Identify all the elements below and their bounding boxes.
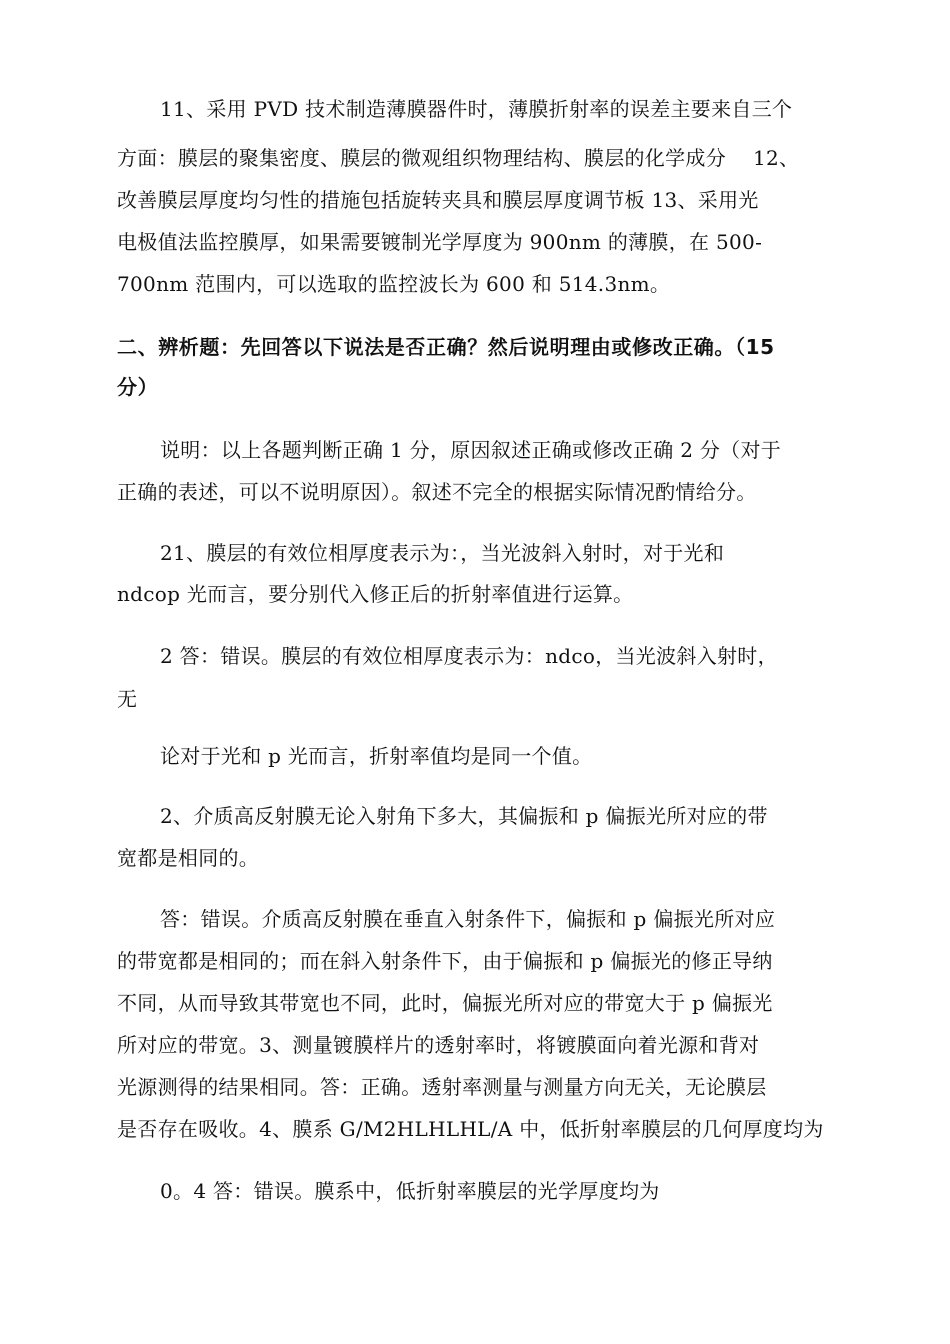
answer-line: 论对于光和 p 光而言，折射率值均是同一个值。: [160, 744, 593, 768]
note-line: 正确的表述，可以不说明原因）。叙述不完全的根据实际情况酌情给分。: [117, 480, 757, 504]
text-line: 700nm 范围内，可以选取的监控波长为 600 和 514.3nm。: [117, 272, 671, 296]
answer-line: 光源测得的结果相同。答：正确。透射率测量与测量方向无关，无论膜层: [117, 1075, 767, 1099]
answer-line: 0。4 答：错误。膜系中，低折射率膜层的光学厚度均为: [160, 1179, 660, 1203]
text-line: 电极值法监控膜厚，如果需要镀制光学厚度为 900nm 的薄膜，在 500-: [117, 230, 763, 254]
answer-line: 2 答：错误。膜层的有效位相厚度表示为：ndco，当光波斜入射时，: [160, 644, 778, 668]
text-line: 方面：膜层的聚集密度、膜层的微观组织物理结构、膜层的化学成分 12、: [117, 146, 800, 170]
question-line: 2、介质高反射膜无论入射角下多大，其偏振和 p 偏振光所对应的带: [160, 804, 768, 828]
answer-line: 答：错误。介质高反射膜在垂直入射条件下，偏振和 p 偏振光所对应: [160, 907, 776, 931]
answer-line: 无: [117, 687, 138, 711]
text-line: 改善膜层厚度均匀性的措施包括旋转夹具和膜层厚度调节板 13、采用光: [117, 188, 759, 212]
section-heading: 分）: [117, 375, 159, 399]
answer-line: 不同，从而导致其带宽也不同，此时，偏振光所对应的带宽大于 p 偏振光: [117, 991, 773, 1015]
note-line: 说明：以上各题判断正确 1 分，原因叙述正确或修改正确 2 分（对于: [160, 438, 782, 462]
answer-line: 的带宽都是相同的；而在斜入射条件下，由于偏振和 p 偏振光的修正导纳: [117, 949, 773, 973]
question-line: 21、膜层的有效位相厚度表示为：，当光波斜入射时，对于光和: [160, 541, 725, 565]
answer-line: 所对应的带宽。3、测量镀膜样片的透射率时，将镀膜面向着光源和背对: [117, 1033, 760, 1057]
question-line: ndcop 光而言，要分别代入修正后的折射率值进行运算。: [117, 582, 634, 606]
text-line: 11、采用 PVD 技术制造薄膜器件时，薄膜折射率的误差主要来自三个: [160, 97, 793, 121]
question-line: 宽都是相同的。: [117, 846, 260, 870]
section-heading: 二、辨析题：先回答以下说法是否正确？然后说明理由或修改正确。（15: [117, 335, 775, 359]
answer-line: 是否存在吸收。4、膜系 G/M2HLHLHL/A 中，低折射率膜层的几何厚度均为: [117, 1117, 824, 1141]
